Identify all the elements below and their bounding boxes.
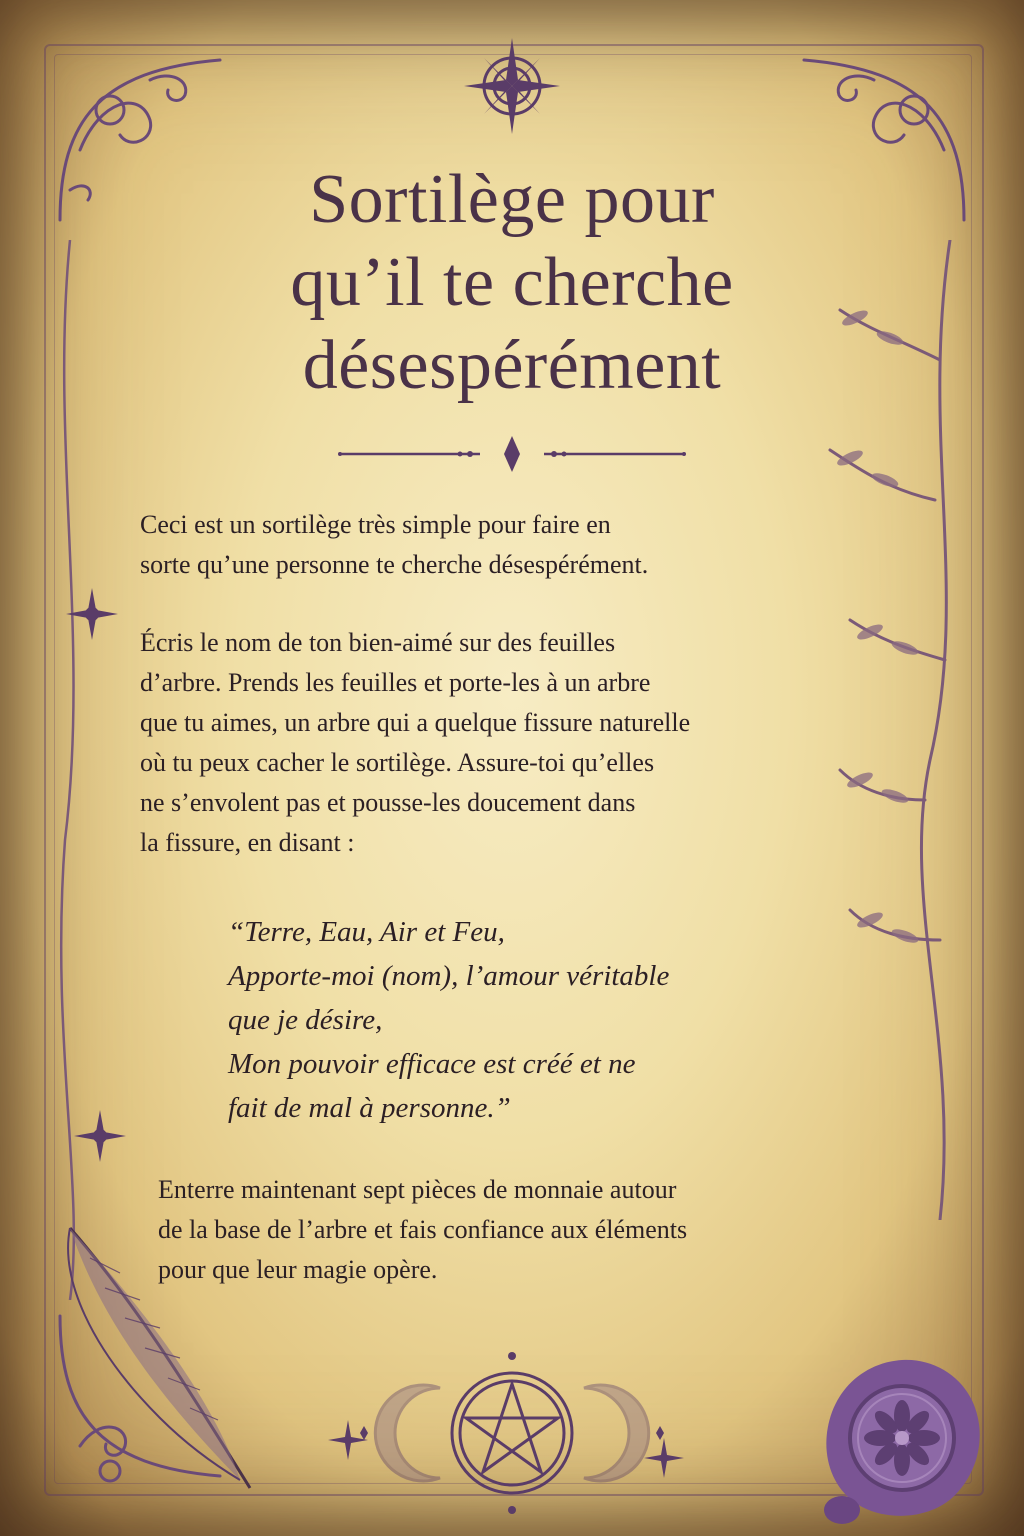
four-point-star-icon	[72, 1108, 128, 1164]
text-line: d’arbre. Prends les feuilles et porte-les à un arbre	[140, 668, 651, 697]
incantation-line: Mon pouvoir efficace est créé et ne	[228, 1048, 636, 1080]
intro-paragraph	[140, 505, 820, 585]
incantation-line: que je désire,	[228, 1004, 383, 1036]
page-title	[130, 158, 894, 407]
triple-moon-pentacle-icon	[330, 1348, 694, 1518]
wax-seal-flower-icon	[812, 1350, 992, 1530]
four-point-star-icon	[64, 586, 120, 642]
incantation-block	[228, 910, 828, 1130]
title-line: désespérément	[302, 327, 722, 404]
quill-feather-icon	[50, 1218, 270, 1498]
instructions-paragraph	[140, 623, 860, 863]
title-line: Sortilège pour	[309, 161, 715, 238]
sparkle-star-icon	[642, 1436, 686, 1480]
compass-rose-icon	[462, 36, 562, 146]
text-line: où tu peux cacher le sortilège. Assure-toi qu’elles	[140, 748, 655, 777]
text-line: ne s’envolent pas et pousse-les doucement dans	[140, 788, 636, 817]
sparkle-star-icon	[326, 1418, 370, 1462]
incantation-line: fait de mal à personne.”	[228, 1092, 511, 1124]
text-line: sorte qu’une personne te cherche désespérément.	[140, 550, 649, 579]
incantation-line: “Terre, Eau, Air et Feu,	[228, 916, 505, 948]
incantation-line: Apporte-moi (nom), l’amour véritable	[228, 960, 670, 992]
text-line: pour que leur magie opère.	[158, 1255, 438, 1284]
diamond-divider-icon	[330, 432, 694, 476]
text-line: Ceci est un sortilège très simple pour faire en	[140, 510, 611, 539]
text-line: Enterre maintenant sept pièces de monnaie autour	[158, 1175, 677, 1204]
text-line: la fissure, en disant :	[140, 828, 355, 857]
text-line: Écris le nom de ton bien-aimé sur des feuilles	[140, 628, 616, 657]
title-line: qu’il te cherche	[290, 244, 734, 321]
text-line: de la base de l’arbre et fais confiance aux éléments	[158, 1215, 688, 1244]
text-line: que tu aimes, un arbre qui a quelque fissure naturelle	[140, 708, 691, 737]
